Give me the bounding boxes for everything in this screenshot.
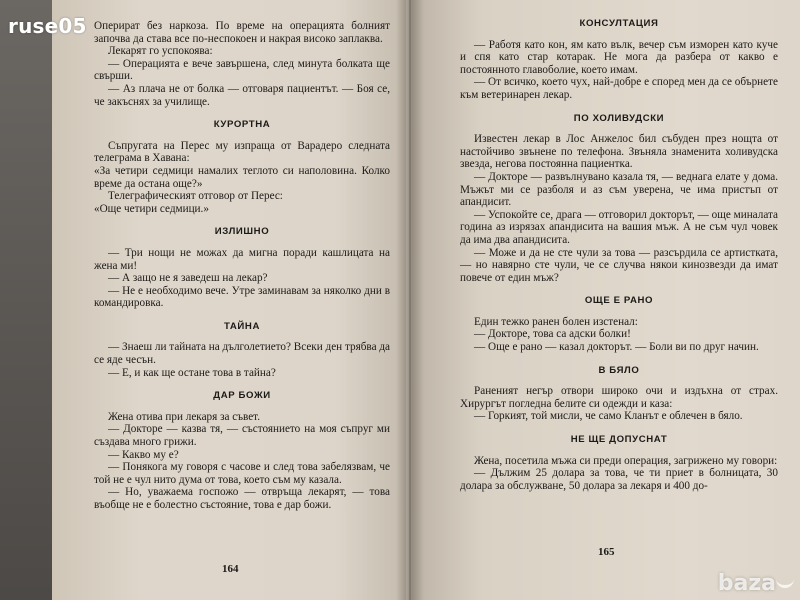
section-heading: В БЯЛО: [598, 364, 640, 376]
paragraph: — Докторе — казва тя, — състоянието на моя съпруг ми създава много грижи.: [94, 423, 390, 449]
paragraph: — Още е рано — казал докторът. — Боли ви по друг начин.: [474, 341, 759, 354]
corner-logo: [718, 571, 794, 596]
paragraph: — Успокойте се, драга — отговорил докторът, — още миналата година аз изрязах апандисита на вашия мъж. А не съм чул човек да има два апандисита.: [460, 208, 778, 246]
paragraph: «Още четири седмици.»: [94, 202, 209, 215]
paragraph: — Знаеш ли тайната на дълголетието? Всеки ден трябва да се яде чесън.: [94, 341, 390, 367]
paragraph: Съпругата на Перес му изпраща от Варадеро следната телеграма в Хавана:: [94, 139, 390, 165]
right-page-text: [460, 18, 778, 492]
paragraph: — Аз плача не от болка — отговаря пациентът. — Боя се, че закъснях за училище.: [94, 82, 390, 108]
paragraph: — Докторе, това са адски болки!: [474, 328, 631, 341]
section-heading: ТАЙНА: [224, 320, 260, 332]
section-heading: ОЩЕ Е РАНО: [584, 295, 654, 307]
paragraph: — Докторе — развълнувано казала тя, — веднага елате у дома. Мъжът ми се разболя и аз съм уверена, че има пристъп от апандисит.: [460, 170, 778, 209]
paragraph: — Какво му е?: [108, 448, 179, 461]
paragraph: — Понякога му говоря с часове и след това забелязвам, че той не е чул нито дума от това, което съм му казала.: [94, 461, 390, 486]
section-heading: КОНСУЛТАЦИЯ: [579, 18, 659, 29]
section-heading: ДАР БОЖИ: [213, 390, 271, 402]
paragraph: Лекарят го успокоява:: [108, 45, 213, 58]
paragraph: «За четири седмици намалих теглото си наполовина. Колко време да остана още?»: [94, 164, 390, 190]
watermark: ruse05: [8, 14, 87, 38]
paragraph: — А защо не я заведеш на лекар?: [108, 272, 268, 285]
paragraph: — Три нощи не можах да мигна поради кашлицата на жена ми!: [94, 246, 390, 272]
paragraph: Един тежко ранен болен изстенал:: [474, 315, 638, 328]
paragraph: Телеграфическият отговор от Перес:: [108, 190, 283, 203]
book-gutter: [396, 0, 424, 600]
left-page-text: [94, 20, 390, 512]
paragraph: Жена, посетила мъжа си преди операция, загрижено му говори:: [474, 454, 778, 467]
right-page-number: 165: [598, 546, 615, 558]
paragraph: — Е, и как ще остане това в тайна?: [108, 366, 276, 379]
paragraph: — От всичко, което чух, най-добре е според мен да се обърнете към ветеринарен лекар.: [460, 76, 778, 101]
paragraph: — Но, уважаема госпожо — отвръща лекарят, — това въобще не е болестно състояние, това е дар божи.: [94, 486, 390, 511]
paragraph: — Не е необходимо вече. Утре заминавам за няколко дни в командировка.: [94, 284, 390, 310]
right-page: [412, 0, 800, 600]
paragraph: Известен лекар в Лос Анжелос бил събуден през нощта от настойчиво звънене по телефона. Звъняла знаменита холивудска звезда, негова постоянна пациентка.: [460, 133, 778, 171]
section-heading: НЕ ЩЕ ДОПУСНАТ: [570, 434, 668, 446]
paragraph: — Операцията е вече завършена, след минута болката ще свърши.: [94, 57, 390, 83]
section-heading: ИЗЛИШНО: [214, 226, 270, 238]
section-heading: ПО ХОЛИВУДСКИ: [573, 112, 665, 124]
paragraph: — Може и да не сте чули за това — разсърдила се артистката, — но навярно сте чули, че се случва някои кинозвезди да имат повече от един мъж?: [460, 246, 778, 284]
paragraph: — Работя като кон, ям като вълк, вечер съм изморен като куче и спя като стар котарак. Не мога да разбера от какво е постоянното главоболие, което имам.: [460, 38, 778, 76]
paragraph: — Дължим 25 долара за това, че ти приет в болницата, 30 долара за обслужване, 50 долара за лекаря и 400 до-: [460, 467, 778, 492]
corner-logo-text: baza: [717, 571, 776, 596]
section-heading: КУРОРТНА: [213, 119, 271, 131]
open-book: [52, 0, 800, 600]
paragraph: Раненият негър отвори широко очи и издъхна от страх. Хирургът погледна белите си одежди и каза:: [460, 385, 778, 410]
paragraph: Жена отива при лекаря за съвет.: [108, 410, 261, 423]
left-page-number: 164: [222, 563, 239, 575]
paragraph: — Горкият, той мисли, че само Кланът е облечен в бяло.: [474, 410, 743, 423]
left-page: [52, 0, 406, 600]
logo-wave-icon: [776, 571, 794, 588]
paragraph: Оперират без наркоза. По време на операцията болният започва да става все по-неспокоен и накрая високо заплаква.: [94, 20, 390, 45]
